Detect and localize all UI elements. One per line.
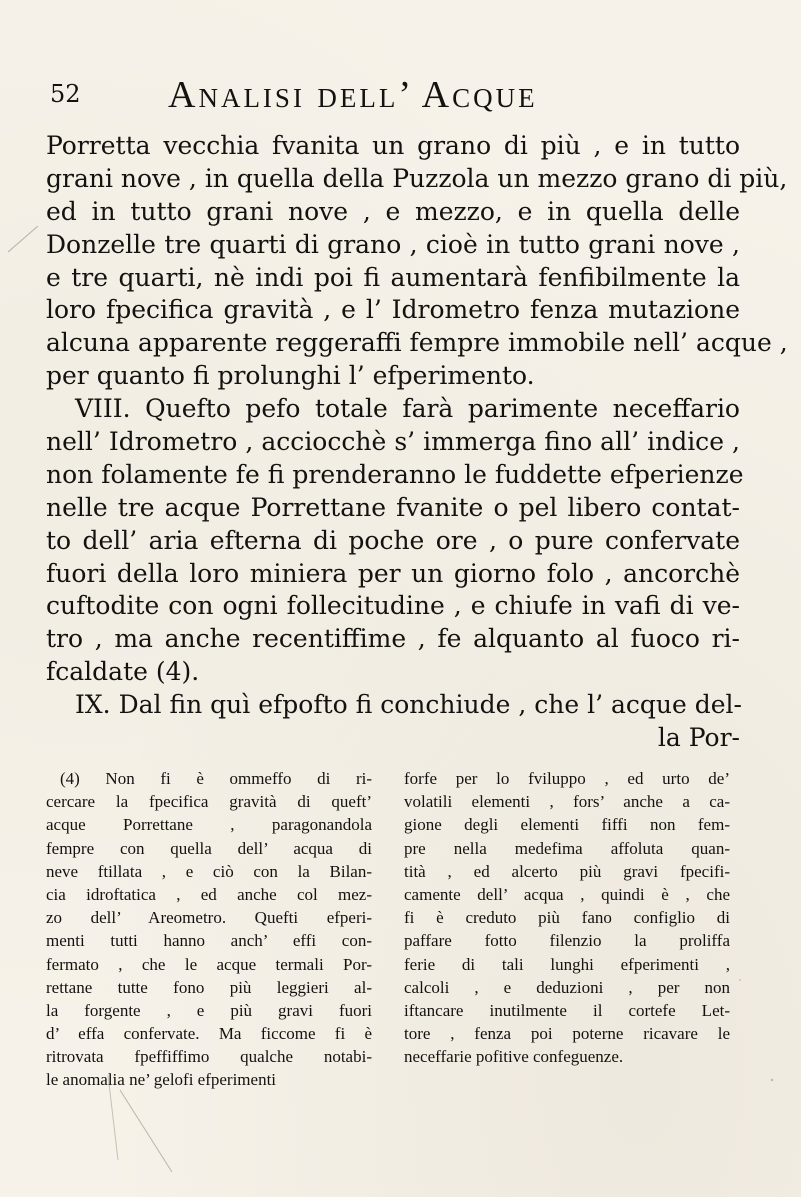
text-line: tro , ma anche recentiffime , fe alquanto al fuoco ri-	[46, 624, 740, 654]
footnote-line: forfe per lo fviluppo , ed urto de’	[404, 769, 730, 788]
footnote-line: neceffarie pofitive confeguenze.	[404, 1047, 624, 1067]
footnote-line: le anomalia ne’ gelofi efperimenti	[46, 1070, 277, 1090]
section-heading-line: IX. Dal fin quì efpofto fi conchiude , che l’ acque del-	[75, 690, 742, 720]
footnote-line: fermato , che le acque termali Por-	[46, 954, 372, 974]
page-number: 52	[50, 80, 81, 108]
text-line: per quanto fi prolunghi l’ efperimento.	[46, 361, 535, 391]
footnote-line: tità , ed alcerto più gravi fpecifi-	[404, 861, 730, 881]
footnote-line: la forgente , e più gravi fuori	[46, 1000, 372, 1020]
text-line: nell’ Idrometro , acciocchè s’ immerga fino all’ indice ,	[46, 427, 740, 457]
footnote-line: cia idroftatica , ed anche col mez-	[46, 884, 372, 904]
footnote-line: rettane tutte fono più leggieri al-	[46, 977, 372, 997]
footnote-line: camente dell’ acqua , quindi è , che	[404, 884, 730, 904]
footnote-line: paffare fotto filenzio la proliffa	[404, 931, 730, 951]
footnote-line: (4) Non fi è ommeffo di ri-	[60, 769, 372, 788]
footnote-column-right	[404, 767, 730, 1068]
footnote-line: volatili elementi , fors’ anche a ca-	[404, 792, 730, 812]
text-line: ed in tutto grani nove , e mezzo, e in quella delle	[46, 196, 740, 226]
main-text-block	[46, 130, 788, 755]
footnote-line: iftancare inutilmente il cortefe Let-	[404, 1000, 730, 1020]
footnote-line: gione degli elementi fiffi non fem-	[404, 815, 730, 835]
footnote-line: ferie di tali lunghi efperimenti ,	[404, 954, 730, 974]
text-line: loro fpecifica gravità , e l’ Idrometro fenza mutazione	[46, 295, 740, 325]
footnote-line: fi è creduto più fano configlio di	[404, 908, 730, 928]
text-line: non folamente fe fi prenderanno le fuddette efperienze	[46, 459, 744, 489]
footnote-line: neve ftillata , e ciò con la Bilan-	[46, 861, 372, 881]
running-title: Analisi dell’ Acque	[168, 74, 538, 116]
footnote-line: menti tutti hanno anch’ effi con-	[46, 931, 372, 951]
footnote-line: pre nella medefima affoluta quan-	[404, 838, 730, 858]
catchword-line: la Por-	[657, 723, 740, 753]
text-line: Porretta vecchia fvanita un grano di più , e in tutto	[46, 131, 740, 160]
footnote-line: calcoli , e deduzioni , per non	[404, 977, 730, 997]
footnote-line: acque Porrettane , paragonandola	[46, 815, 372, 835]
text-line: grani nove , in quella della Puzzola un mezzo grano di più,	[46, 163, 788, 193]
page-header	[0, 74, 801, 116]
text-line: alcuna apparente reggeraffi fempre immobile nell’ acque ,	[46, 328, 788, 358]
text-line: nelle tre acque Porrettane fvanite o pel libero contat-	[46, 492, 740, 522]
footnote-line: zo dell’ Areometro. Quefti efperi-	[46, 908, 372, 928]
footnote-line: d’ effa confervate. Ma ficcome fi è	[46, 1024, 372, 1044]
section-heading-line: VIII. Quefto pefo totale farà parimente neceffario	[75, 394, 740, 424]
text-line: fcaldate (4).	[46, 657, 200, 687]
footnote-line: fempre con quella dell’ acqua di	[46, 838, 372, 858]
text-line: fuori della loro miniera per un giorno folo , ancorchè	[46, 558, 740, 588]
text-line: to dell’ aria efterna di poche ore , o pure confervate	[46, 525, 740, 555]
footnote-line: cercare la fpecifica gravità di queft’	[46, 792, 372, 812]
footnote-line: ritrovata fpeffiffimo qualche notabi-	[46, 1047, 372, 1067]
footnote-column-left	[46, 767, 372, 1092]
text-line: Donzelle tre quarti di grano , cioè in tutto grani nove ,	[46, 229, 740, 259]
text-line: e tre quarti, nè indi poi fi aumentarà fenfibilmente la	[46, 262, 740, 292]
text-line: cuftodite con ogni follecitudine , e chiufe in vafi di ve-	[46, 591, 740, 621]
footnote-line: tore , fenza poi poterne ricavare le	[404, 1024, 730, 1044]
